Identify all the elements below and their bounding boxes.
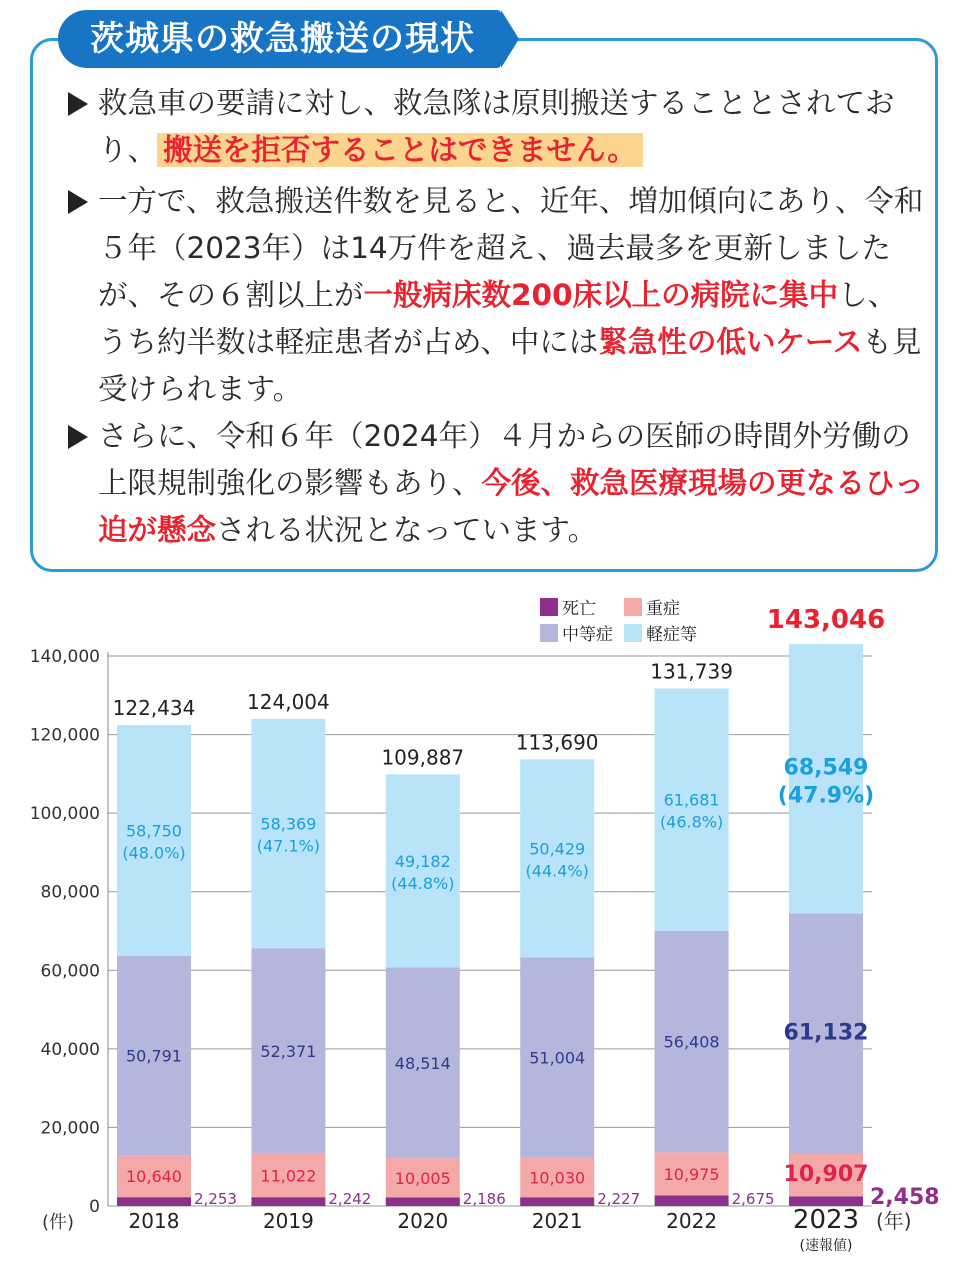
- legend-swatch: [540, 624, 558, 642]
- data-label-death: 2,186: [462, 1190, 506, 1208]
- data-label-mild-pct: (48.0%): [122, 843, 186, 863]
- data-label-serious: 10,975: [663, 1164, 720, 1184]
- data-label-mild: 58,369: [260, 814, 317, 834]
- data-label-mild: 49,182: [394, 851, 451, 871]
- x-tick-label: 2019: [262, 1209, 314, 1233]
- bullet-3: [66, 413, 926, 554]
- legend-label: 重症: [646, 599, 680, 619]
- x-tick-note: (速報値): [799, 1238, 853, 1254]
- x-unit-label: (年): [876, 1209, 912, 1233]
- x-tick-label: 2022: [666, 1209, 718, 1233]
- bullet-2-highlight-a: 一般病床数200床以上の病院に集中: [363, 278, 839, 312]
- data-label-mild: 68,549: [783, 755, 869, 781]
- data-label-serious: 10,030: [529, 1168, 586, 1188]
- data-label-total: 113,690: [515, 730, 599, 755]
- bullet-3-text-b: される状況となっています。: [216, 513, 598, 547]
- bar-segment: [386, 1197, 460, 1206]
- data-label-total: 122,434: [112, 696, 196, 721]
- data-label-death: 2,253: [194, 1190, 237, 1208]
- data-label-serious: 11,022: [260, 1166, 317, 1186]
- data-label-moderate: 50,791: [126, 1046, 182, 1066]
- data-label-total: 131,739: [650, 659, 733, 684]
- bullet-2-highlight-b: 緊急性の低いケース: [598, 325, 863, 359]
- triangle-bullet-icon: [68, 92, 88, 116]
- data-label-serious: 10,640: [126, 1167, 182, 1187]
- bullet-3-highlight: 今後、救急医療現場の更なるひっ迫が懸念: [98, 466, 925, 547]
- y-tick-label: 20,000: [40, 1118, 100, 1139]
- bullet-1: [66, 80, 926, 174]
- data-label-serious: 10,005: [394, 1168, 451, 1188]
- data-label-mild-pct: (44.8%): [391, 873, 455, 893]
- legend-label: 中等症: [562, 625, 613, 645]
- data-label-mild: 58,750: [126, 821, 182, 841]
- data-label-death: 2,242: [328, 1190, 372, 1208]
- bullet-2-text-b: し、うち約半数は軽症患者が占め、中には: [98, 278, 898, 359]
- x-tick-label: 2020: [397, 1209, 449, 1233]
- bar-segment: [520, 1197, 594, 1206]
- y-tick-label: 80,000: [40, 882, 100, 903]
- data-label-death: 2,227: [597, 1190, 641, 1208]
- y-unit-label: (件): [42, 1212, 75, 1233]
- data-label-moderate: 56,408: [663, 1032, 720, 1052]
- y-tick-label: 60,000: [40, 961, 100, 982]
- data-label-mild-pct: (47.1%): [256, 836, 321, 856]
- legend-swatch: [540, 598, 558, 616]
- data-label-mild: 61,681: [663, 790, 720, 810]
- bullet-list: [66, 80, 926, 554]
- data-label-moderate: 52,371: [260, 1042, 317, 1062]
- y-tick-label: 140,000: [29, 647, 100, 667]
- y-tick-label: 120,000: [29, 725, 100, 746]
- data-label-mild-pct: (46.8%): [659, 812, 724, 832]
- y-tick-label: 0: [89, 1197, 100, 1217]
- data-label-mild-pct: (47.9%): [777, 783, 875, 809]
- data-label-death: 2,458: [870, 1185, 940, 1210]
- data-label-total: 124,004: [247, 689, 330, 714]
- bullet-1-text: 救急車の要請に対し、救急隊は原則搬送することとされており、: [98, 86, 895, 167]
- data-label-total: 143,046: [766, 605, 886, 636]
- data-label-moderate: 61,132: [783, 1020, 869, 1046]
- data-label-death: 2,675: [731, 1190, 775, 1208]
- bar-segment: [251, 1197, 325, 1206]
- x-tick-label: 2023: [792, 1205, 860, 1235]
- bar-segment: [117, 1197, 191, 1206]
- triangle-bullet-icon: [68, 190, 88, 214]
- data-label-mild-pct: (44.4%): [525, 861, 589, 881]
- data-label-moderate: 51,004: [529, 1048, 586, 1068]
- data-label-mild: 50,429: [529, 839, 586, 859]
- bullet-3-text-a: さらに、令和６年（2024年）４月からの医師の時間外労働の上限規制強化の影響もあり、: [98, 419, 911, 500]
- bar-segment: [655, 1195, 729, 1206]
- bullet-2-text-a: 一方で、救急搬送件数を見ると、近年、増加傾向にあり、令和５年（2023年）は14万件を超え、過去最多を更新しましたが、その６割以上が: [98, 184, 924, 312]
- data-label-moderate: 48,514: [394, 1053, 451, 1073]
- triangle-bullet-icon: [68, 425, 88, 449]
- y-tick-label: 100,000: [29, 804, 100, 825]
- legend-swatch: [624, 624, 642, 642]
- x-tick-label: 2018: [128, 1209, 180, 1233]
- legend-label: 死亡: [562, 599, 596, 619]
- data-label-serious: 10,907: [783, 1161, 869, 1187]
- legend-label: 軽症等: [646, 625, 697, 645]
- bullet-2-text-c: も見受けられます。: [98, 325, 922, 406]
- emergency-transport-chart: [0, 580, 971, 1280]
- legend-swatch: [624, 598, 642, 616]
- data-label-total: 109,887: [381, 745, 465, 770]
- page-title: 茨城県の救急搬送の現状: [58, 10, 501, 68]
- x-tick-label: 2021: [531, 1209, 583, 1233]
- bullet-1-highlight: 搬送を拒否することはできません。: [157, 133, 643, 167]
- bullet-2: [66, 178, 926, 413]
- y-tick-label: 40,000: [40, 1039, 100, 1060]
